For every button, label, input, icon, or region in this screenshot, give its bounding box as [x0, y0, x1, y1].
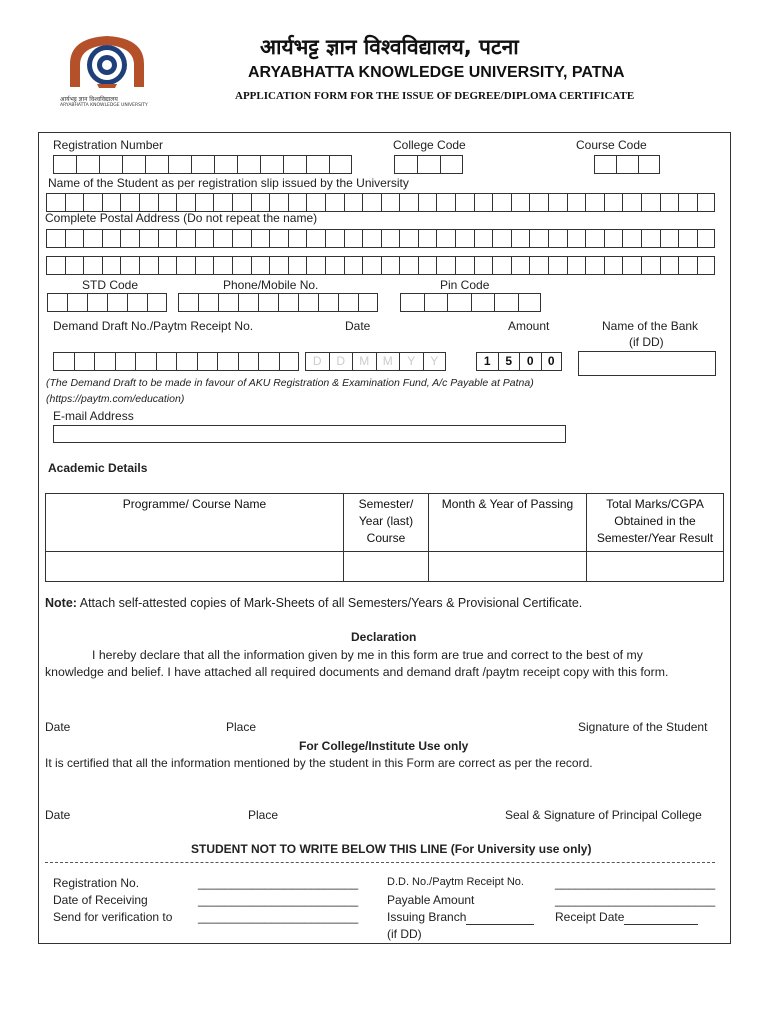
- college-code-input[interactable]: [394, 155, 463, 174]
- char-box[interactable]: [258, 293, 278, 312]
- student-place-label: Place: [226, 720, 257, 734]
- student-signature-label: Signature of the Student: [578, 720, 708, 734]
- char-box[interactable]: [99, 155, 122, 174]
- cut-line-divider: [45, 862, 715, 863]
- office-registration-blank: ________________________: [198, 876, 359, 890]
- char-box[interactable]: [251, 193, 270, 212]
- char-box[interactable]: [325, 193, 344, 212]
- char-box[interactable]: [362, 256, 381, 275]
- char-box[interactable]: [122, 155, 145, 174]
- char-box[interactable]: [283, 155, 306, 174]
- office-verification-blank: ________________________: [198, 910, 359, 924]
- char-box[interactable]: [381, 256, 400, 275]
- char-box[interactable]: [358, 293, 378, 312]
- english-title: ARYABHATTA KNOWLEDGE UNIVERSITY, PATNA: [248, 64, 625, 81]
- char-box[interactable]: [474, 193, 493, 212]
- char-box[interactable]: [567, 229, 586, 248]
- academic-details-heading: Academic Details: [48, 461, 148, 475]
- char-box[interactable]: [306, 229, 325, 248]
- note-text: Attach self-attested copies of Mark-Sheets of all Semesters/Years & Provisional Certificate.: [76, 596, 583, 610]
- char-box[interactable]: [76, 155, 99, 174]
- char-box[interactable]: [697, 229, 716, 248]
- registration-number-input[interactable]: [53, 155, 352, 174]
- char-box[interactable]: [156, 352, 177, 371]
- char-box[interactable]: 1: [476, 352, 498, 371]
- char-box[interactable]: [325, 229, 344, 248]
- char-box[interactable]: [641, 229, 660, 248]
- char-box[interactable]: [198, 293, 218, 312]
- char-box[interactable]: [641, 256, 660, 275]
- dd-url-note: (https://paytm.com/education): [46, 393, 185, 405]
- std-code-input[interactable]: [47, 293, 167, 312]
- office-date-receiving-label: Date of Receiving: [53, 893, 148, 907]
- char-box[interactable]: [107, 293, 127, 312]
- char-box[interactable]: [176, 352, 197, 371]
- char-box[interactable]: [258, 352, 279, 371]
- char-box[interactable]: [394, 155, 417, 174]
- char-box[interactable]: [418, 229, 437, 248]
- char-box[interactable]: [548, 229, 567, 248]
- office-registration-label: Registration No.: [53, 876, 140, 890]
- char-box[interactable]: [53, 155, 76, 174]
- char-box[interactable]: [102, 229, 121, 248]
- office-payable-amount-blank: ________________________: [555, 893, 716, 907]
- char-box[interactable]: [65, 256, 84, 275]
- char-box[interactable]: [622, 256, 641, 275]
- char-box[interactable]: [46, 229, 65, 248]
- office-receipt-date-label: [555, 910, 698, 925]
- char-box[interactable]: [660, 256, 679, 275]
- office-verification-label: Send for verification to: [53, 910, 173, 924]
- char-box[interactable]: [147, 293, 167, 312]
- email-input[interactable]: [53, 425, 566, 443]
- char-box[interactable]: [399, 229, 418, 248]
- char-box[interactable]: [567, 256, 586, 275]
- char-box[interactable]: [139, 193, 158, 212]
- char-box[interactable]: [158, 193, 177, 212]
- char-box[interactable]: [418, 193, 437, 212]
- char-box[interactable]: [399, 256, 418, 275]
- col-marks-header: [587, 494, 724, 552]
- note: [45, 596, 582, 610]
- char-box[interactable]: [83, 229, 102, 248]
- char-box[interactable]: [269, 193, 288, 212]
- char-box[interactable]: [288, 229, 307, 248]
- char-box[interactable]: [102, 256, 121, 275]
- char-box[interactable]: [417, 155, 440, 174]
- logo-emblem-icon: [60, 32, 155, 92]
- char-box[interactable]: [46, 193, 65, 212]
- char-box[interactable]: [660, 193, 679, 212]
- char-box[interactable]: M: [352, 352, 376, 371]
- char-box[interactable]: [139, 229, 158, 248]
- char-box[interactable]: [474, 229, 493, 248]
- char-box[interactable]: [176, 256, 195, 275]
- char-box[interactable]: [518, 293, 542, 312]
- char-box[interactable]: [46, 256, 65, 275]
- char-box[interactable]: [127, 293, 147, 312]
- char-box[interactable]: [511, 256, 530, 275]
- char-box[interactable]: [176, 229, 195, 248]
- char-box[interactable]: [494, 293, 518, 312]
- char-box[interactable]: [511, 229, 530, 248]
- char-box[interactable]: [548, 256, 567, 275]
- postal-address-label: Complete Postal Address (Do not repeat the name): [45, 211, 318, 225]
- char-box[interactable]: [436, 256, 455, 275]
- char-box[interactable]: [120, 229, 139, 248]
- char-box[interactable]: [288, 193, 307, 212]
- char-box[interactable]: [529, 256, 548, 275]
- char-box[interactable]: [492, 256, 511, 275]
- char-box[interactable]: [195, 256, 214, 275]
- char-box[interactable]: [232, 256, 251, 275]
- char-box[interactable]: [455, 256, 474, 275]
- office-payable-amount-label: Payable Amount: [387, 893, 475, 907]
- char-box[interactable]: [195, 193, 214, 212]
- char-box[interactable]: [279, 352, 300, 371]
- char-box[interactable]: [424, 293, 448, 312]
- char-box[interactable]: [399, 193, 418, 212]
- char-box[interactable]: [400, 293, 424, 312]
- char-box[interactable]: [329, 155, 352, 174]
- char-box[interactable]: [168, 155, 191, 174]
- office-date-receiving-blank: ________________________: [198, 893, 359, 907]
- char-box[interactable]: [217, 352, 238, 371]
- char-box[interactable]: [158, 229, 177, 248]
- char-box[interactable]: [567, 193, 586, 212]
- char-box[interactable]: [232, 193, 251, 212]
- amount-label: Amount: [508, 319, 550, 333]
- char-box[interactable]: Y: [399, 352, 423, 371]
- col-semester-line2: Year (last): [358, 514, 414, 528]
- course-code-label: Course Code: [576, 138, 647, 152]
- char-box[interactable]: [585, 193, 604, 212]
- note-label: Note:: [45, 596, 77, 610]
- char-box[interactable]: [697, 256, 716, 275]
- principal-seal-label: Seal & Signature of Principal College: [505, 808, 702, 822]
- logo-hindi-text: आर्यभट्ट ज्ञान विश्वविद्यालय: [60, 96, 118, 103]
- char-box[interactable]: [306, 193, 325, 212]
- issuing-branch-blank: [466, 910, 534, 925]
- issuing-branch-text: Issuing Branch: [387, 910, 467, 924]
- hindi-title: आर्यभट्ट ज्ञान विश्वविद्यालय, पटना: [260, 35, 519, 59]
- college-code-label: College Code: [393, 138, 466, 152]
- char-box[interactable]: [83, 256, 102, 275]
- char-box[interactable]: [585, 256, 604, 275]
- passing-cell[interactable]: [429, 552, 587, 582]
- postal-address-input-line1[interactable]: [46, 229, 715, 248]
- student-name-label: Name of the Student as per registration slip issued by the University: [48, 176, 409, 190]
- char-box[interactable]: [176, 193, 195, 212]
- char-box[interactable]: [269, 256, 288, 275]
- declaration-line2: knowledge and belief. I have attached all required documents and demand draft /paytm receipt copy with this form.: [45, 665, 669, 679]
- declaration-line1: I hereby declare that all the information given by me in this form are true and correct to the best of my: [92, 648, 643, 662]
- char-box[interactable]: D: [329, 352, 353, 371]
- char-box[interactable]: [529, 229, 548, 248]
- char-box[interactable]: [471, 293, 495, 312]
- pin-code-input[interactable]: [400, 293, 541, 312]
- char-box[interactable]: [120, 193, 139, 212]
- char-box[interactable]: [362, 229, 381, 248]
- char-box[interactable]: [288, 256, 307, 275]
- char-box[interactable]: [298, 293, 318, 312]
- col-semester-line3: Course: [366, 531, 406, 545]
- char-box[interactable]: [529, 193, 548, 212]
- course-code-input[interactable]: [594, 155, 660, 174]
- col-semester-header: [344, 494, 429, 552]
- char-box[interactable]: [325, 256, 344, 275]
- college-certification-text: It is certified that all the information mentioned by the student in this Form are correct as per the record.: [45, 756, 593, 770]
- char-box[interactable]: [251, 256, 270, 275]
- char-box[interactable]: [139, 256, 158, 275]
- office-issuing-branch-label: [387, 910, 534, 925]
- phone-input[interactable]: [178, 293, 378, 312]
- char-box[interactable]: [269, 229, 288, 248]
- form-title: APPLICATION FORM FOR THE ISSUE OF DEGREE/DIPLOMA CERTIFICATE: [235, 90, 635, 102]
- dd-note: (The Demand Draft to be made in favour of AKU Registration & Examination Fund, A/c Payable at Patna): [46, 377, 534, 389]
- semester-cell[interactable]: [344, 552, 429, 582]
- phone-label: Phone/Mobile No.: [223, 278, 319, 292]
- char-box[interactable]: [237, 155, 260, 174]
- char-box[interactable]: [660, 229, 679, 248]
- pin-code-label: Pin Code: [440, 278, 490, 292]
- university-use-heading: STUDENT NOT TO WRITE BELOW THIS LINE (For University use only): [191, 842, 592, 856]
- char-box[interactable]: [218, 293, 238, 312]
- college-place-label: Place: [248, 808, 279, 822]
- col-passing-header: Month & Year of Passing: [429, 494, 587, 552]
- char-box[interactable]: [67, 293, 87, 312]
- char-box[interactable]: D: [305, 352, 329, 371]
- bank-name-label: Name of the Bank: [602, 319, 699, 333]
- postal-address-input-line2[interactable]: [46, 256, 715, 275]
- char-box[interactable]: [278, 293, 298, 312]
- char-box[interactable]: [455, 229, 474, 248]
- char-box[interactable]: [251, 229, 270, 248]
- university-logo: [60, 32, 155, 108]
- char-box[interactable]: 5: [498, 352, 520, 371]
- char-box[interactable]: [447, 293, 471, 312]
- col-marks-line1: Total Marks/CGPA: [606, 497, 704, 511]
- bank-name-input[interactable]: [578, 351, 716, 376]
- academic-details-table: [45, 493, 724, 582]
- char-box[interactable]: [548, 193, 567, 212]
- char-box[interactable]: [474, 256, 493, 275]
- char-box[interactable]: [697, 193, 716, 212]
- char-box[interactable]: [232, 229, 251, 248]
- student-name-input[interactable]: [46, 193, 715, 212]
- char-box[interactable]: [338, 293, 358, 312]
- char-box[interactable]: [306, 256, 325, 275]
- char-box[interactable]: M: [376, 352, 400, 371]
- col-programme-header: Programme/ Course Name: [46, 494, 344, 552]
- registration-number-label: Registration Number: [53, 138, 164, 152]
- char-box[interactable]: [604, 229, 623, 248]
- logo-english-text: ARYABHATTA KNOWLEDGE UNIVERSITY: [60, 103, 148, 108]
- char-box[interactable]: [65, 229, 84, 248]
- char-box[interactable]: [94, 352, 115, 371]
- char-box[interactable]: [238, 293, 258, 312]
- char-box[interactable]: [604, 193, 623, 212]
- char-box[interactable]: [102, 193, 121, 212]
- char-box[interactable]: [585, 229, 604, 248]
- college-date-label: Date: [45, 808, 71, 822]
- char-box[interactable]: [678, 193, 697, 212]
- char-box[interactable]: [135, 352, 156, 371]
- char-box[interactable]: [115, 352, 136, 371]
- char-box[interactable]: Y: [423, 352, 447, 371]
- col-semester-line1: Semester/: [358, 497, 414, 511]
- date-input[interactable]: [305, 352, 446, 371]
- char-box[interactable]: [238, 352, 259, 371]
- col-marks-line2: Obtained in the: [614, 514, 696, 528]
- char-box[interactable]: [616, 155, 638, 174]
- char-box[interactable]: [638, 155, 660, 174]
- char-box[interactable]: [145, 155, 168, 174]
- char-box[interactable]: [53, 352, 74, 371]
- char-box[interactable]: [213, 256, 232, 275]
- char-box[interactable]: [641, 193, 660, 212]
- bank-name-sublabel: (if DD): [629, 335, 664, 349]
- char-box[interactable]: [622, 229, 641, 248]
- char-box[interactable]: [604, 256, 623, 275]
- marks-cell[interactable]: [587, 552, 724, 582]
- char-box[interactable]: 0: [541, 352, 563, 371]
- char-box[interactable]: [344, 229, 363, 248]
- char-box[interactable]: [191, 155, 214, 174]
- char-box[interactable]: [381, 193, 400, 212]
- char-box[interactable]: [362, 193, 381, 212]
- char-box[interactable]: [158, 256, 177, 275]
- char-box[interactable]: [678, 229, 697, 248]
- char-box[interactable]: [87, 293, 107, 312]
- programme-cell[interactable]: [46, 552, 344, 582]
- char-box[interactable]: [511, 193, 530, 212]
- office-if-dd-label: (if DD): [387, 927, 422, 941]
- char-box[interactable]: [213, 193, 232, 212]
- char-box[interactable]: [47, 293, 67, 312]
- char-box[interactable]: [455, 193, 474, 212]
- dd-number-input[interactable]: [53, 352, 299, 371]
- college-use-heading: For College/Institute Use only: [299, 739, 469, 753]
- office-dd-number-label: D.D. No./Paytm Receipt No.: [387, 876, 524, 888]
- date-label: Date: [345, 319, 371, 333]
- char-box[interactable]: [195, 229, 214, 248]
- char-box[interactable]: [65, 193, 84, 212]
- char-box[interactable]: [418, 256, 437, 275]
- char-box[interactable]: [436, 229, 455, 248]
- char-box[interactable]: [381, 229, 400, 248]
- char-box[interactable]: [492, 229, 511, 248]
- email-label: E-mail Address: [53, 409, 134, 423]
- receipt-date-blank: [624, 910, 698, 925]
- char-box[interactable]: [120, 256, 139, 275]
- receipt-date-text: Receipt Date: [555, 910, 625, 924]
- char-box[interactable]: [74, 352, 95, 371]
- char-box[interactable]: [260, 155, 283, 174]
- char-box[interactable]: [213, 229, 232, 248]
- declaration-heading: Declaration: [351, 630, 417, 644]
- char-box[interactable]: [83, 193, 102, 212]
- std-code-label: STD Code: [82, 278, 139, 292]
- char-box[interactable]: [678, 256, 697, 275]
- char-box[interactable]: [344, 256, 363, 275]
- office-dd-number-blank: ________________________: [555, 876, 716, 890]
- dd-number-label: Demand Draft No./Paytm Receipt No.: [53, 319, 254, 333]
- amount-input: [476, 352, 562, 371]
- char-box[interactable]: [440, 155, 463, 174]
- char-box[interactable]: [622, 193, 641, 212]
- char-box[interactable]: [594, 155, 616, 174]
- char-box[interactable]: [214, 155, 237, 174]
- char-box[interactable]: [344, 193, 363, 212]
- char-box[interactable]: [436, 193, 455, 212]
- char-box[interactable]: [197, 352, 218, 371]
- char-box[interactable]: [318, 293, 338, 312]
- student-date-label: Date: [45, 720, 71, 734]
- col-marks-line3: Semester/Year Result: [596, 531, 714, 545]
- char-box[interactable]: [306, 155, 329, 174]
- char-box[interactable]: 0: [519, 352, 541, 371]
- char-box[interactable]: [178, 293, 198, 312]
- char-box[interactable]: [492, 193, 511, 212]
